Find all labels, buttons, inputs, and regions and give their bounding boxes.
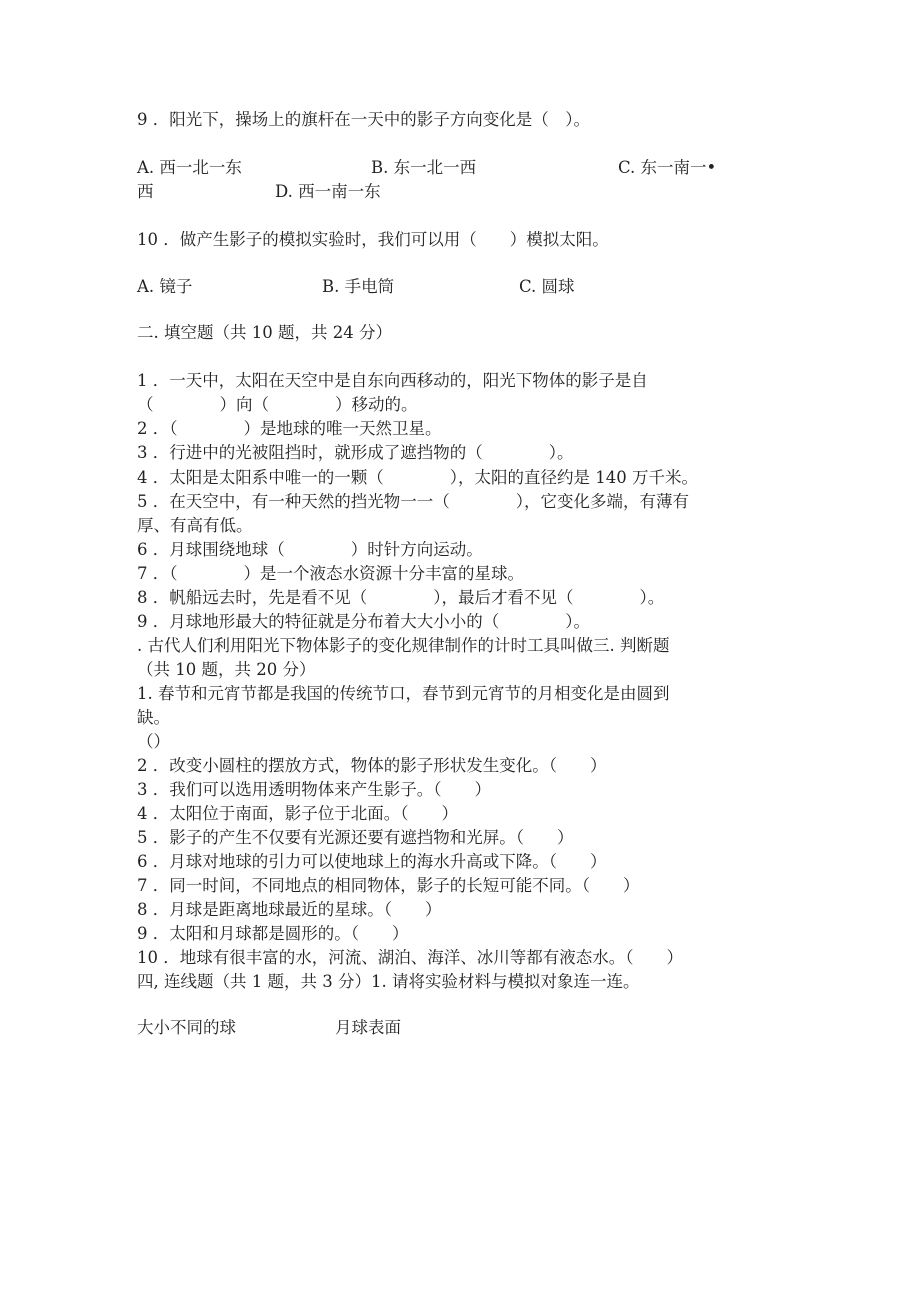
judge-line: 9 ．太阳和月球都是圆形的。（ ） [137,924,409,943]
judge-line: 3 ．我们可以选用透明物体来产生影子。（ ） [137,780,491,799]
fill-line: 8 ．帆船远去时，先是看不见（ ），最后才看不见（ ）。 [137,588,665,607]
judge-line: 6 ．月球对地球的引力可以使地球上的海水升高或下降。（ ） [137,852,607,871]
judge-line: （） [137,732,170,751]
judge-line: 7 ．同一时间，不同地点的相同物体，影子的长短可能不同。（ ） [137,876,640,895]
judge-line: 1. 春节和元宵节都是我国的传统节口，春节到元宵节的月相变化是由圆到 [137,684,670,703]
fill-line: 5 ．在天空中，有一种天然的挡光物一一（ ），它变化多端，有薄有 [137,492,689,511]
judge-line: 10 ．地球有很丰富的水，河流、湖泊、海洋、冰川等都有液态水。（ ） [137,948,683,967]
mc-q9-option-b: B. 东一北一西 [371,158,477,177]
judge-line: 8 ．月球是距离地球最近的星球。（ ） [137,900,442,919]
mc-question-10: 10 ．做产生影子的模拟实验时，我们可以用（ ）模拟太阳。 [137,230,609,249]
mc-q9-option-a: A. 西一北一东 [137,158,242,177]
judge-line: 缺。 [137,708,170,727]
judge-line: 2 ．改变小圆柱的摆放方式，物体的影子形状发生变化。（ ） [137,756,607,775]
fill-line: . 古代人们利用阳光下物体影子的变化规律制作的计时工具叫做三. 判断题 [137,636,670,655]
fill-line: 1 ．一天中，太阳在天空中是自东向西移动的，阳光下物体的影子是自 [137,371,648,390]
fill-line: 6 ．月球围绕地球（ ）时针方向运动。 [137,540,483,559]
fill-line: 7 ．（ ）是一个液态水资源十分丰富的星球。 [137,564,524,583]
mc-q10-option-c: C. 圆球 [519,277,575,296]
fill-line: 9 ．月球地形最大的特征就是分布着大大小小的（ ）。 [137,612,590,631]
mc-q9-option-d: D. 西一南一东 [275,182,381,201]
mc-q9-option-c: C. 东一南一• [618,158,717,177]
fill-line: 2 ．（ ）是地球的唯一天然卫星。 [137,419,442,438]
mc-q10-option-a: A. 镜子 [137,277,193,296]
match-left-item: 大小不同的球 [137,1018,236,1037]
judge-line: 4 ．太阳位于南面，影子位于北面。（ ） [137,804,458,823]
fill-line: 3 ．行进中的光被阻挡时，就形成了遮挡物的（ ）。 [137,443,574,462]
fill-line: 厚、有高有低。 [137,516,253,535]
fill-line: （共 10 题，共 20 分） [137,660,316,679]
fill-line: （ ）向（ ）移动的。 [137,395,418,414]
mc-q9-option-c-continued: 西 [137,182,154,201]
mc-q10-option-b: B. 手电筒 [322,277,395,296]
mc-question-9: 9 ．阳光下，操场上的旗杆在一天中的影子方向变化是（ ）。 [137,110,590,129]
judge-line: 5 ．影子的产生不仅要有光源还要有遮挡物和光屏。（ ） [137,828,574,847]
fill-line: 4 ．太阳是太阳系中唯一的一颗（ ），太阳的直径约是 140 万千米。 [137,468,698,487]
match-section-heading: 四, 连线题（共 1 题，共 3 分）1. 请将实验材料与模拟对象连一连。 [137,972,640,991]
match-right-item: 月球表面 [335,1018,401,1037]
fill-section-heading: 二. 填空题（共 10 题，共 24 分） [137,323,392,342]
